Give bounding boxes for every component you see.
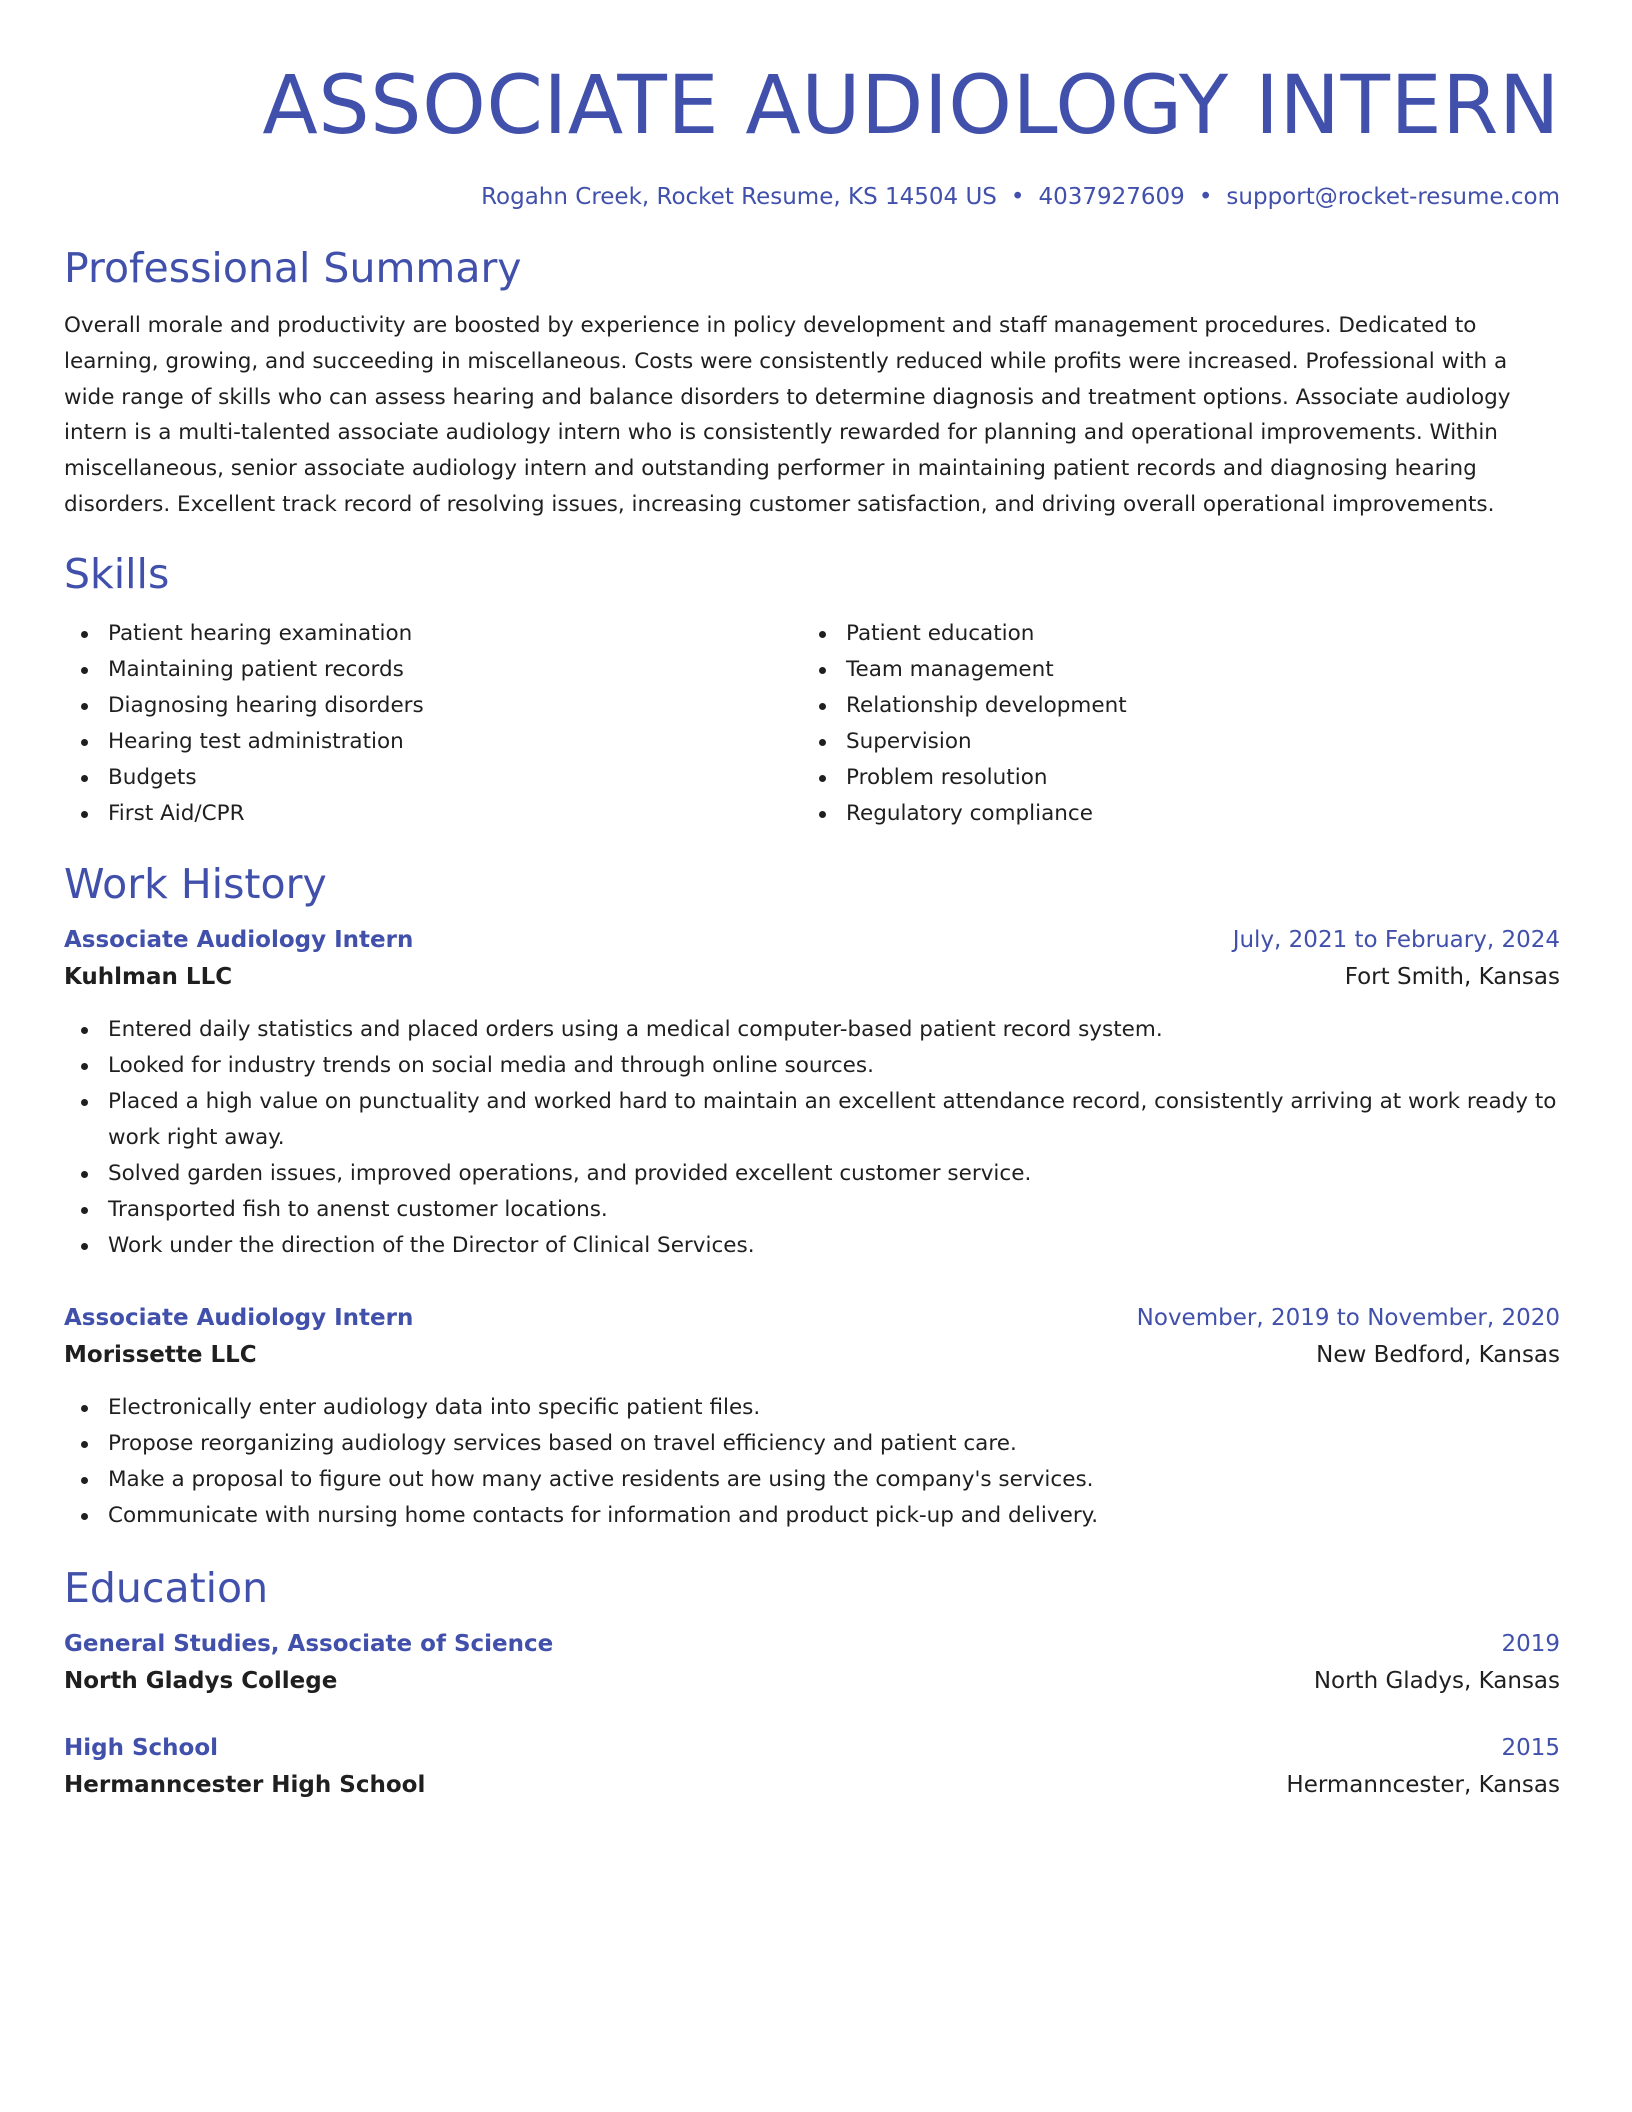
skill-item: Diagnosing hearing disorders — [64, 688, 802, 724]
skill-item: Patient hearing examination — [64, 616, 802, 652]
job-bullets — [64, 1390, 1560, 1534]
job-bullet: Work under the direction of the Director of Clinical Services. — [64, 1228, 1560, 1264]
contact-email: support@rocket-resume.com — [1226, 184, 1560, 210]
education-school: Hermanncester High School — [64, 1771, 426, 1798]
skill-item: Patient education — [802, 616, 1540, 652]
job-company: Morissette LLC — [64, 1341, 257, 1368]
education-year: 2015 — [1501, 1734, 1560, 1761]
job-bullet: Make a proposal to figure out how many active residents are using the company's services. — [64, 1462, 1560, 1498]
skills-grid — [64, 616, 1560, 832]
job-location: Fort Smith, Kansas — [1344, 963, 1560, 990]
education-subheader — [64, 1766, 1560, 1804]
job-bullet: Placed a high value on punctuality and worked hard to maintain an excellent attendance record, consistently arriving at work ready to work right away. — [64, 1084, 1560, 1156]
skill-item: Problem resolution — [802, 760, 1540, 796]
job-dates: November, 2019 to November, 2020 — [1136, 1304, 1560, 1331]
education-school: North Gladys College — [64, 1667, 338, 1694]
job-entry — [64, 1300, 1560, 1534]
job-title: Associate Audiology Intern — [64, 1304, 414, 1331]
education-location: North Gladys, Kansas — [1313, 1667, 1560, 1694]
skills-list-right — [802, 616, 1540, 832]
contact-line — [64, 182, 1560, 212]
skill-item: Team management — [802, 652, 1540, 688]
skill-item: Relationship development — [802, 688, 1540, 724]
job-bullet: Communicate with nursing home contacts for information and product pick-up and delivery. — [64, 1498, 1560, 1534]
skill-item: Maintaining patient records — [64, 652, 802, 688]
education-location: Hermanncester, Kansas — [1286, 1771, 1560, 1798]
job-location: New Bedford, Kansas — [1316, 1341, 1560, 1368]
education-subheader — [64, 1662, 1560, 1700]
summary-text: Overall morale and productivity are boosted by experience in policy development and staff management procedures. Dedicated to learning, growing, and succeeding in miscellaneous. Costs were consistently reduced while profits were increased. Professional with a wide range of skills who can assess hearing and balance disorders to determine diagnosis and treatment options. Associate audiology intern is a multi-talented associate audiology intern who is consistently rewarded for planning and operational improvements. Within miscellaneous, senior associate audiology intern and outstanding performer in maintaining patient records and diagnosing hearing disorders. Excellent track record of resolving issues, increasing customer satisfaction, and driving overall operational improvements. — [64, 313, 1511, 517]
skill-item: Hearing test administration — [64, 724, 802, 760]
job-bullet: Solved garden issues, improved operations, and provided excellent customer service. — [64, 1156, 1560, 1192]
job-dates: July, 2021 to February, 2024 — [1232, 926, 1560, 953]
education-degree: General Studies, Associate of Science — [64, 1630, 554, 1657]
job-entry — [64, 922, 1560, 1264]
section-title-skills: Skills — [64, 549, 170, 598]
job-bullet: Propose reorganizing audiology services based on travel efficiency and patient care. — [64, 1426, 1560, 1462]
education-header — [64, 1626, 1560, 1662]
skill-item: Regulatory compliance — [802, 796, 1540, 832]
job-bullets — [64, 1012, 1560, 1264]
skills-list-left — [64, 616, 802, 832]
contact-address: Rogahn Creek, Rocket Resume, KS 14504 US — [481, 184, 997, 210]
education-entry — [64, 1730, 1560, 1804]
job-subheader — [64, 958, 1560, 996]
job-bullet: Transported fish to anenst customer locations. — [64, 1192, 1560, 1228]
section-title-summary: Professional Summary — [64, 244, 522, 292]
skill-item: Supervision — [802, 724, 1540, 760]
job-header — [64, 922, 1560, 958]
education-header — [64, 1730, 1560, 1766]
job-subheader — [64, 1336, 1560, 1374]
resume-name: ASSOCIATE AUDIOLOGY INTERN — [262, 59, 1560, 153]
contact-separator: • — [1010, 184, 1025, 210]
job-bullet: Electronically enter audiology data into specific patient files. — [64, 1390, 1560, 1426]
education-entry — [64, 1626, 1560, 1700]
job-title: Associate Audiology Intern — [64, 926, 414, 953]
section-title-education: Education — [64, 1563, 269, 1612]
job-bullet: Entered daily statistics and placed orders using a medical computer-based patient record system. — [64, 1012, 1560, 1048]
skill-item: First Aid/CPR — [64, 796, 802, 832]
education-degree: High School — [64, 1734, 219, 1761]
contact-separator: • — [1198, 184, 1213, 210]
job-header — [64, 1300, 1560, 1336]
job-company: Kuhlman LLC — [64, 963, 233, 990]
contact-phone: 4037927609 — [1038, 184, 1185, 210]
skill-item: Budgets — [64, 760, 802, 796]
section-title-work-history: Work History — [64, 859, 327, 908]
education-year: 2019 — [1501, 1630, 1560, 1657]
resume-page — [64, 56, 1560, 1804]
job-bullet: Looked for industry trends on social media and through online sources. — [64, 1048, 1560, 1084]
